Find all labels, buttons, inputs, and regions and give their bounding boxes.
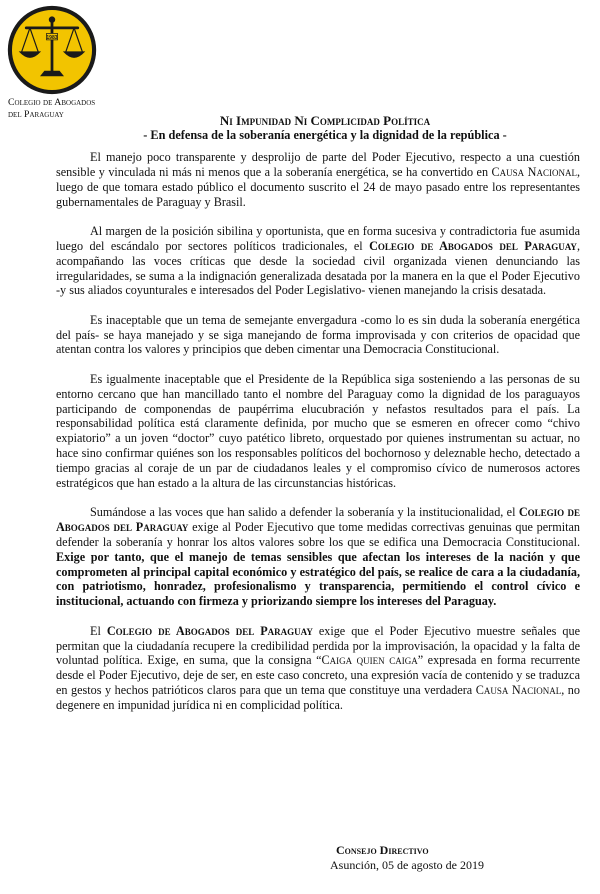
slogan-text: Caiga quien caiga	[321, 653, 418, 668]
signature-place-date: Asunción, 05 de agosto de 2019	[330, 857, 484, 872]
signature-block	[330, 843, 484, 872]
paragraph-1: El manejo poco transparente y desprolijo de parte del Poder Ejecutivo, respecto a una cuestión sensible y vinculada ni más ni menos que a la soberanía energética, se ha convertido en Causa Nacional, luego de que tomara estado público el documento suscrito el 24 de mayo pasado entre los representantes gubernamentales de Paraguay y Brasil.	[56, 150, 581, 209]
causa-nacional-text: Causa Nacional	[475, 683, 562, 698]
demand-bold-text: Exige por tanto, que el manejo de temas sensibles que afectan los intereses de la nación y que comprometen al principal capital económico y estratégico del país, se realice de cara a la ciudadanía, con patriotismo, honradez, profesionalismo y transparencia, permitiendo el control cívico e institucional, actuando con firmeza y priorizando siempre los intereses del Paraguay.	[56, 549, 580, 609]
organization-logo	[6, 4, 98, 96]
paragraph-4: Es igualmente inaceptable que el Presidente de la República siga sosteniendo a las personas de su entorno cercano que han mancillado tanto el nombre del Paraguay como la dignidad de los paraguayos participando de componendas de paupérrima elucubración y nefastos resultados para el país. La responsabilidad política está claramente definida, por mucho que se esmeren en ofrecer como “chivo expiatorio” a un joven “doctor” cuyo patético libreto, orquestado por quienes instrumentan su actuar, no hace sino confirmar quiénes son los responsables políticos del bochornoso y deleznable hecho, detectado a tiempo gracias al coraje de un par de ciudadanos leales y el compromiso cívico de numerosos actores estratégicos que han estado a la altura de las circunstancias históricas.	[56, 371, 580, 490]
logo-year: 1983	[46, 34, 58, 41]
organization-name-inline: Colegio de Abogados del Paraguay	[106, 623, 313, 638]
document-body	[56, 150, 580, 727]
paragraph-5: Sumándose a las voces que han salido a defender la soberanía y la institucionalidad, el Colegio de Abogados del Paraguay exige al Poder Ejecutivo que tome medidas correctivas genuinas que permitan defender la soberanía y honrar los altos valores sobre los que se edifica una Democracia Constitucional. Exige por tanto, que el manejo de temas sensibles que afectan los intereses de la nación y que comprometen al principal capital económico y estratégico del país, se realice de cara a la ciudadanía, con patriotismo, honradez, profesionalismo y transparencia, permitiendo el control cívico e institucional, actuando con firmeza y priorizando siempre los intereses del Paraguay.	[56, 505, 580, 609]
organization-name-inline: Colegio de Abogados del Paraguay	[56, 505, 580, 535]
organization-name-line1: Colegio de Abogados	[8, 97, 96, 108]
signature-role: Consejo Directivo	[336, 843, 429, 857]
causa-nacional-text: Causa Nacional	[491, 164, 577, 179]
paragraph-3: Es inaceptable que un tema de semejante envergadura -como lo es sin duda la soberanía energética del país- se haya manejado y se siga manejando de forma improvisada y con criterios de opacidad que atentan contra los valores y principios que deben cimentar una Democracia Constitucional.	[56, 312, 580, 357]
organization-name-line2: del Paraguay	[8, 108, 64, 120]
paragraph-2: Al margen de la posición sibilina y oportunista, que en forma sucesiva y contradictoria fue asumida luego del escándalo por sectores políticos tradicionales, el Colegio de Abogados del Paraguay, acompañando las voces críticas que desde la sociedad civil organizada vienen denunciando las irregularidades, se suma a la indignación generalizada desatada por la manera en la que el Poder Ejecutivo -y sus aliados coyunturales e interesados del Poder Legislativo- vienen manejando la crisis desatada.	[56, 223, 580, 298]
organization-name-inline: Colegio de Abogados del Paraguay	[369, 238, 577, 253]
document-title	[60, 113, 590, 143]
paragraph-6: El Colegio de Abogados del Paraguay exige que el Poder Ejecutivo muestre señales que permitan que la ciudadanía recupere la credibilidad perdida por la improvisación, la opacidad y la falta de voluntad política. Exige, en suma, que la consigna “Caiga quien caiga” expresada en forma recurrente desde el Poder Ejecutivo, deje de ser, en este caso concreto, una expresión vacía de contenido y se traduzca en gestos y hechos patrióticos claros para que un tema que constituye una verdadera Causa Nacional, no degenere en impunidad jurídica ni en complicidad política.	[56, 623, 581, 712]
document-title-main: Ni Impunidad Ni Complicidad Política	[219, 113, 431, 128]
document-subtitle: - En defensa de la soberanía energética y la dignidad de la república -	[143, 128, 507, 142]
